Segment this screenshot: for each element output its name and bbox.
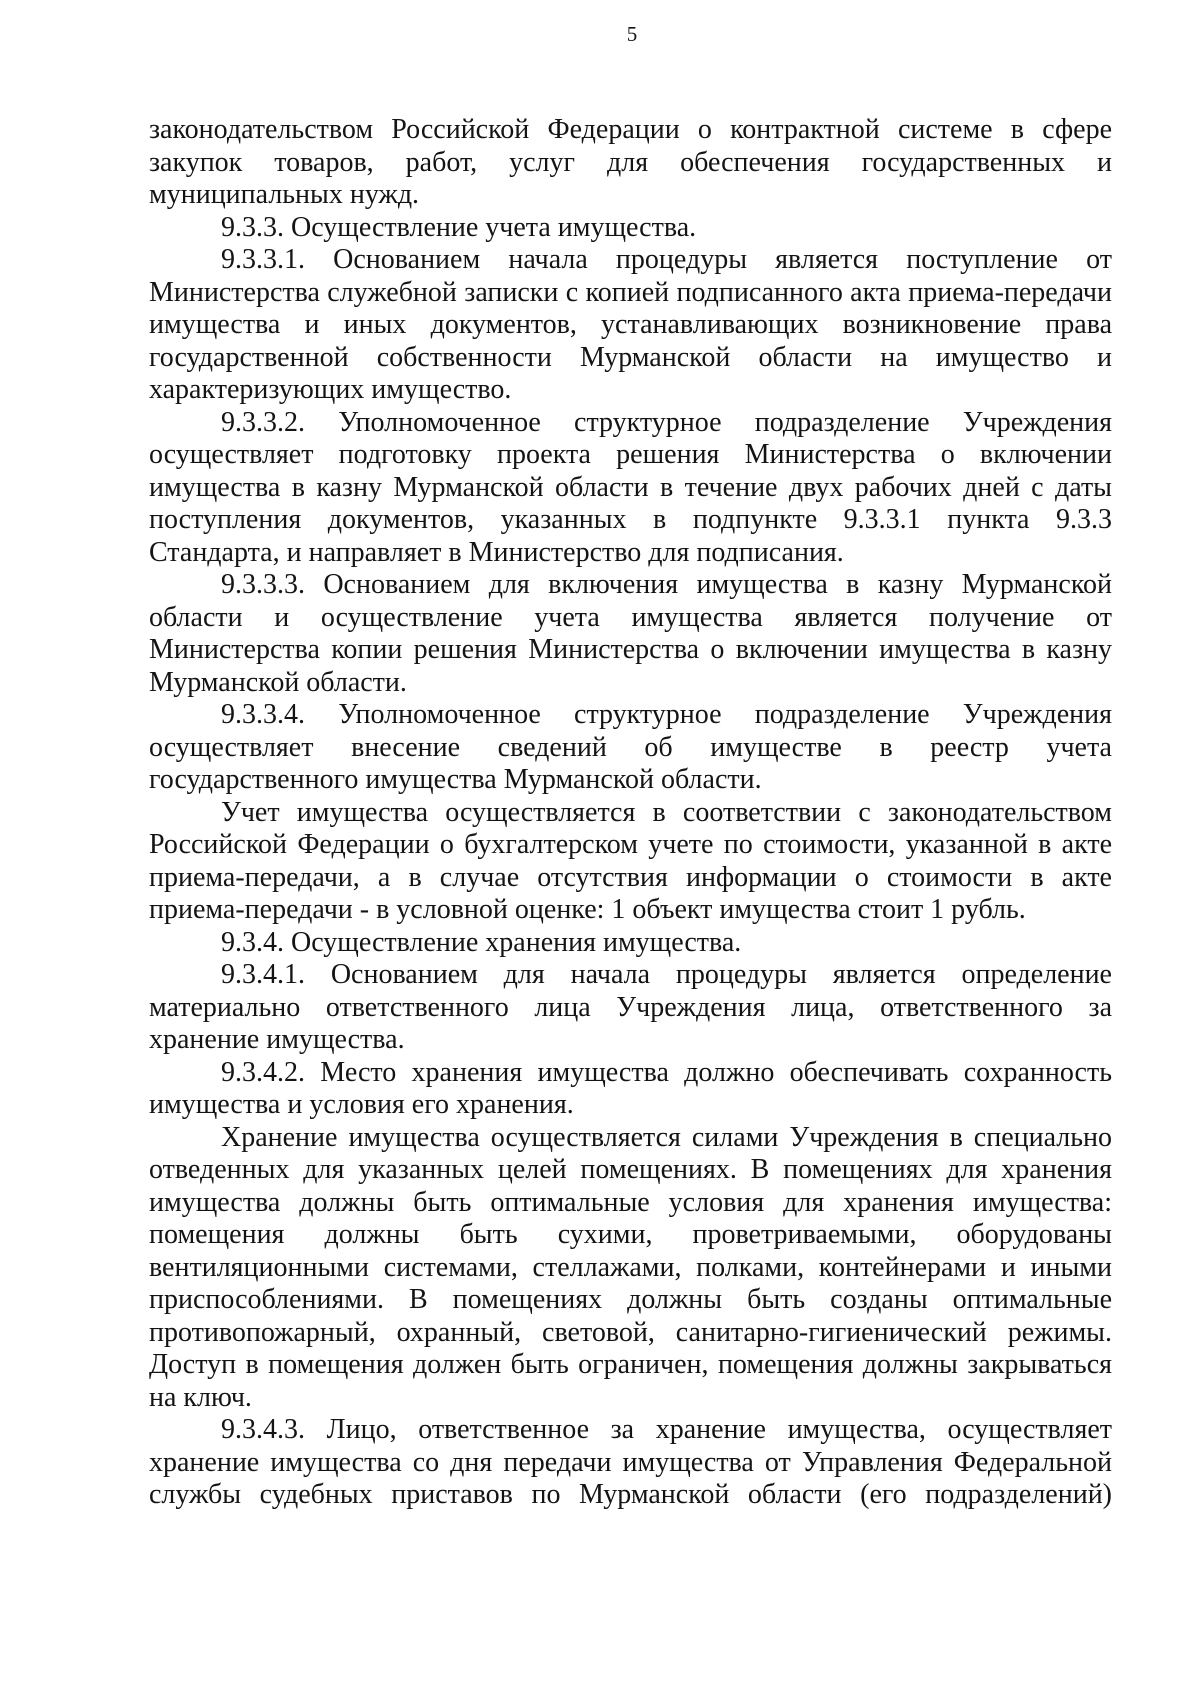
paragraph-accounting-valuation: Учет имущества осуществляется в соответствии с законодательством Российской Федерации о бухгалтерском учете по стоимости, указанной в акте приема-передачи, а в случае отсутствия информации о стоимости в акте приема-передачи - в условной оценке: 1 объект имущества стоит 1 рубль.: [149, 796, 1112, 925]
paragraph-9-3-4-heading: 9.3.4. Осуществление хранения имущества.: [221, 926, 742, 958]
document-body: [149, 114, 1112, 1512]
paragraph-9-3-4-3: 9.3.4.3. Лицо, ответственное за хранение имущества, осуществляет хранение имущества со дня передачи имущества от Управления Федеральной службы судебных приставов по Мурманской области (его подразделений): [149, 1414, 1112, 1510]
paragraph-9-3-3-1: 9.3.3.1. Основанием начала процедуры является поступление от Министерства служебной записки с копией подписанного акта приема-передачи имущества и иных документов, устанавливающих возникновение права государственной собственности Мурманской области на имущество и характеризующих имущество.: [149, 244, 1112, 405]
paragraph-9-3-4-2: 9.3.4.2. Место хранения имущества должно обеспечивать сохранность имущества и условия его хранения.: [149, 1056, 1112, 1120]
paragraph-9-3-3-2: 9.3.3.2. Уполномоченное структурное подразделение Учреждения осуществляет подготовку проекта решения Министерства о включении имущества в казну Мурманской области в течение двух рабочих дней с даты поступления документов, указанных в подпункте 9.3.3.1 пункта 9.3.3 Стандарта, и направляет в Министерство для подписания.: [149, 406, 1112, 568]
paragraph-9-3-3-heading: 9.3.3. Осуществление учета имущества.: [221, 211, 697, 243]
paragraph-storage-conditions: Хранение имущества осуществляется силами Учреждения в специально отведенных для указанных целей помещениях. В помещениях для хранения имущества должны быть оптимальные условия для хранения имущества: помещения должны быть сухими, проветриваемыми, оборудованы вентиляционными системами, стеллажами, полками, контейнерами и иными приспособлениями. В помещениях должны быть созданы оптимальные противопожарный, охранный, световой, санитарно-гигиенический режимы. Доступ в помещения должен быть ограничен, помещения должны закрываться на ключ.: [149, 1121, 1112, 1413]
paragraph-contract-system-continuation: законодательством Российской Федерации о контрактной системе в сфере закупок товаров, работ, услуг для обеспечения государственных и муниципальных нужд.: [149, 114, 1112, 210]
paragraph-9-3-4-1: 9.3.4.1. Основанием для начала процедуры является определение материально ответственного лица Учреждения лица, ответственного за хранение имущества.: [149, 959, 1112, 1055]
page-number: 5: [626, 22, 638, 46]
paragraph-9-3-3-3: 9.3.3.3. Основанием для включения имущества в казну Мурманской области и осуществление учета имущества является получение от Министерства копии решения Министерства о включении имущества в казну Мурманской области.: [149, 569, 1112, 698]
paragraph-9-3-3-4: 9.3.3.4. Уполномоченное структурное подразделение Учреждения осуществляет внесение сведений об имуществе в реестр учета государственного имущества Мурманской области.: [149, 699, 1112, 795]
